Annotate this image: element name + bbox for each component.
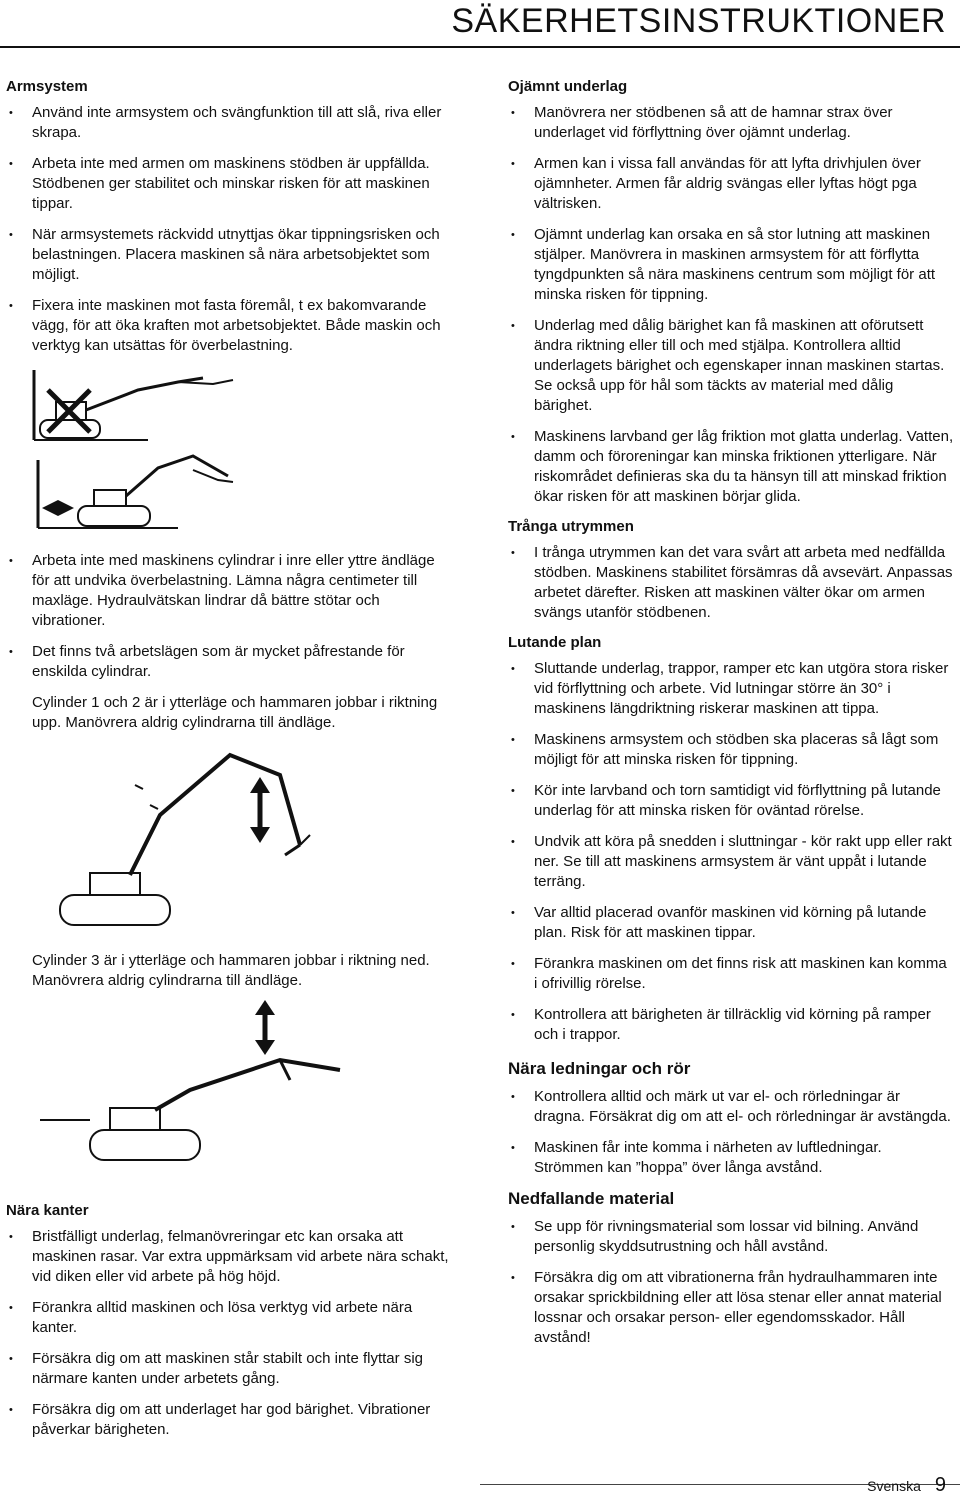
list-trangt — [508, 543, 954, 623]
right-column — [508, 78, 954, 1359]
heading-trangt: Trånga utrymmen — [508, 518, 634, 535]
list-item: • Försäkra dig om att maskinen står stabilt och inte flyttar sig närmare kanten under arbetets gång. — [6, 1349, 456, 1389]
list-armsystem — [6, 103, 456, 356]
list-ledningar — [508, 1087, 954, 1178]
list-item: • Bristfälligt underlag, felmanövreringar etc kan orsaka att maskinen rasar. Var extra uppmärksam vid arbete nära schakt, vid diken eller vid arbete på hög höjd. — [6, 1227, 456, 1287]
section-kanter — [6, 1202, 456, 1451]
list-item: • Kontrollera att bärigheten är tillräcklig vid körning på ramper och i trappor. — [508, 1005, 954, 1045]
list-item: • Underlag med dålig bärighet kan få maskinen att oförutsett ändra riktning eller till och med stjälpa. Kontrollera alltid underlagets bärighet och egenskaper innan maskinen startas. Se också upp för hål som täckts av material med dålig bärighet. — [508, 316, 954, 416]
header-rule — [0, 46, 960, 48]
list-item: • Se upp för rivningsmaterial som lossar vid bilning. Använd personlig skyddsutrustning och håll avstånd. — [508, 1217, 954, 1257]
page-footer — [867, 1474, 946, 1497]
list-item: • Manövrera ner stödbenen så att de hamnar strax över underlaget vid förflyttning över ojämnt underlag. — [508, 103, 954, 143]
list-item: • Armen kan i vissa fall användas för att lyfta drivhjulen över ojämnheter. Armen får aldrig svängas eller lyftas högt pga vältrisken. — [508, 154, 954, 214]
list-item: • När armsystemets räckvidd utnyttjas ökar tippningsrisken och belastningen. Placera maskinen så nära arbetsobjektet som möjligt. — [6, 225, 456, 285]
list-lutande — [508, 659, 954, 1045]
list-item: • Använd inte armsystem och svängfunktion till att slå, riva eller skrapa. — [6, 103, 456, 143]
page-title: SÄKERHETSINSTRUKTIONER — [451, 2, 946, 40]
section-cylinders — [6, 551, 456, 743]
heading-nedfallande: Nedfallande material — [508, 1189, 675, 1208]
list-item: • Undvik att köra på snedden i sluttningar - kör rakt upp eller rakt ner. Se till att maskinens armsystem är vänt uppåt i lutande terräng. — [508, 832, 954, 892]
list-item: • Kontrollera alltid och märk ut var el- och rörledningar är dragna. Försäkrat dig om att el- och rörledningar är avstängda. — [508, 1087, 954, 1127]
footer-language: Svenska — [867, 1478, 921, 1494]
list-item: • Försäkra dig om att vibrationerna från hydraulhammaren inte orsakar sprickbildning eller att lösa stenar eller annat material lossnar och orsakar person- eller egendomsskador. Håll avstånd! — [508, 1268, 954, 1348]
heading-kanter: Nära kanter — [6, 1202, 89, 1219]
list-nedfallande — [508, 1217, 954, 1348]
heading-ledningar: Nära ledningar och rör — [508, 1059, 691, 1078]
heading-lutande: Lutande plan — [508, 634, 602, 651]
list-item: • Arbeta inte med armen om maskinens stödben är uppfällda. Stödbenen ger stabilitet och minskar risken för att maskinen tippar. — [6, 154, 456, 214]
list-item: • Förankra maskinen om det finns risk att maskinen kan komma i ofrivillig rörelse. — [508, 954, 954, 994]
hammer-down-illustration — [40, 1000, 370, 1190]
page-number: 9 — [934, 1474, 946, 1496]
list-item: • Fixera inte maskinen mot fasta föremål, t ex bakomvarande vägg, för att öka kraften mot arbetsobjektet. Både maskin och verktyg kan utsättas för överbelastning. — [6, 296, 456, 356]
list-item: • Förankra alltid maskinen och lösa verktyg vid arbete nära kanter. — [6, 1298, 456, 1338]
list-item: • Arbeta inte med maskinens cylindrar i inre eller yttre ändläge för att undvika överbelastning. Lämna några centimeter till maxläge. Hydraulvätskan lindrar då bättre stötar och vibrationer. — [6, 551, 456, 631]
list-item: • Det finns två arbetslägen som är mycket påfrestande för enskilda cylindrar. — [6, 642, 456, 682]
cylinder-paragraph-1: Cylinder 1 och 2 är i ytterläge och hammaren jobbar i riktning upp. Manövrera aldrig cylindrarna till ändläge. — [32, 694, 438, 731]
heading-ojamnt: Ojämnt underlag — [508, 78, 628, 95]
heading-armsystem: Armsystem — [6, 78, 88, 95]
list-item: • Kör inte larvband och torn samtidigt vid förflyttning på lutande underlag för att minska risken för oväntad rörelse. — [508, 781, 954, 821]
list-item: • Maskinens armsystem och stödben ska placeras så lågt som möjligt för att minska risken för tippning. — [508, 730, 954, 770]
list-item: • Ojämnt underlag kan orsaka en så stor lutning att maskinen stjälper. Manövrera in maskinen armsystem för att förflytta tyngdpunkten så nära maskinens centrum som möjligt för att minska risken för tippning. — [508, 225, 954, 305]
list-cylinders — [6, 551, 456, 682]
machine-against-wall-illustration — [28, 370, 448, 530]
cylinder-paragraph-2: Cylinder 3 är i ytterläge och hammaren jobbar i riktning ned. Manövrera aldrig cylindrarna till ändläge. — [32, 952, 430, 989]
list-item: • Maskinen får inte komma i närheten av luftledningar. Strömmen kan ”hoppa” över långa avstånd. — [508, 1138, 954, 1178]
hammer-up-illustration — [40, 745, 350, 935]
section-cylinder-3 — [6, 951, 456, 1001]
list-kanter — [6, 1227, 456, 1440]
list-ojamnt — [508, 103, 954, 507]
list-item: • Sluttande underlag, trappor, ramper etc kan utgöra stora risker vid förflyttning och arbete. Vid lutningar större än 30° i maskinens längdriktning riskerar maskinen att tippa. — [508, 659, 954, 719]
list-item: • Försäkra dig om att underlaget har god bärighet. Vibrationer påverkar bärigheten. — [6, 1400, 456, 1440]
list-item: • Maskinens larvband ger låg friktion mot glatta underlag. Vatten, damm och föroreningar kan minska friktionen ytterligare. När riskområdet definieras ska du ta hänsyn till att minskad friktion ökar risken för att maskinen börjar glida. — [508, 427, 954, 507]
section-armsystem — [6, 78, 456, 367]
list-item: • Var alltid placerad ovanför maskinen vid körning på lutande plan. Risk för att maskinen tippar. — [508, 903, 954, 943]
list-item: • I trånga utrymmen kan det vara svårt att arbeta med nedfällda stödben. Maskinens stabilitet försämras då avsevärt. Anpassas arbetet därefter. Risken att maskinen välter ökar om armen svängs utanför stödbenen. — [508, 543, 954, 623]
